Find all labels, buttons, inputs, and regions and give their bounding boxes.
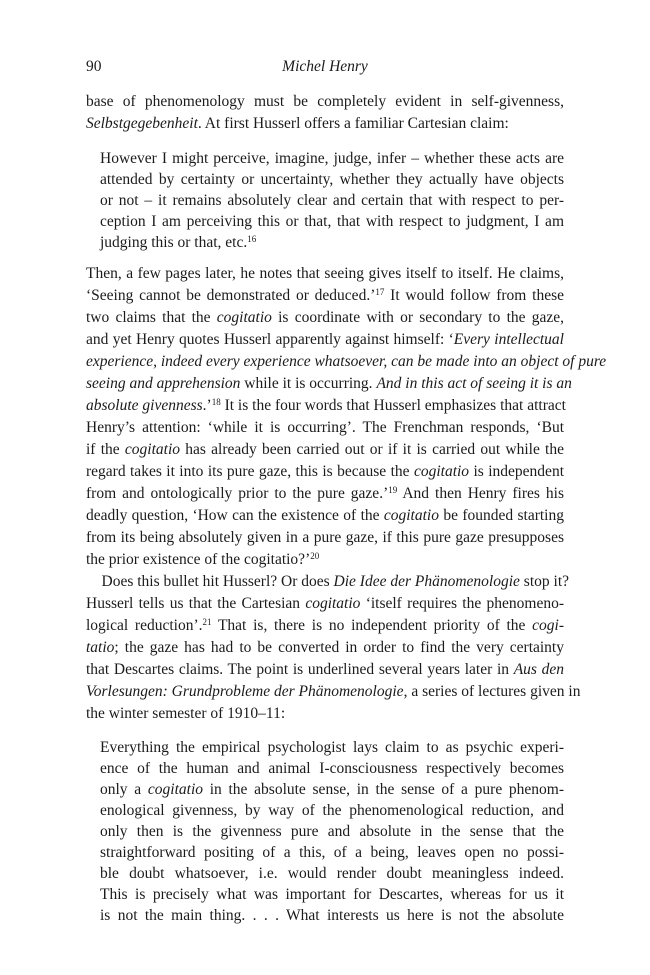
body-text-line: if the cogitatio has already been carried out or if it is carried out while the — [86, 441, 564, 458]
body-text-line: that Descartes claims. The point is underlined several years later in Aus den — [86, 661, 564, 678]
block-quote-line: only a cogitatio in the absolute sense, in the sense of a pure phenom- — [100, 781, 565, 798]
body-text-line: Selbstgegebenheit. At first Husserl offers a familiar Cartesian claim: — [86, 115, 509, 132]
body-text-line: Husserl tells us that the Cartesian cogitatio ‘itself requires the phenomeno- — [86, 595, 564, 612]
body-text-line: Henry’s attention: ‘while it is occurring’. The Frenchman responds, ‘But — [86, 419, 564, 436]
body-text-line: seeing and apprehension while it is occurring. And in this act of seeing it is an — [86, 375, 572, 392]
block-quote-line: enological givenness, by way of the phenomenological reduction, and — [100, 802, 564, 819]
block-quote-line: is not the main thing. . . . What interests us here is not the absolute — [100, 907, 564, 924]
page-number: 90 — [86, 58, 102, 75]
body-text-line: Does this bullet hit Husserl? Or does Die Idee der Phänomenologie stop it? — [86, 573, 570, 590]
block-quote-line: judging this or that, etc.$^{16}$ — [100, 234, 257, 251]
body-text-line: ‘Seeing cannot be demonstrated or deduced.’$^{17}$ It would follow from these — [86, 287, 564, 304]
block-quote-line: ception I am perceiving this or that, that with respect to judgment, I am — [100, 213, 564, 230]
body-text-line: tatio; the gaze has had to be converted in order to find the very certainty — [86, 639, 564, 656]
block-quote-line: attended by certainty or uncertainty, whether they actually have objects — [100, 171, 564, 188]
body-text-line: absolute givenness.’$^{18}$ It is the four words that Husserl emphasizes that attract — [86, 397, 566, 414]
running-head: Michel Henry — [282, 58, 368, 75]
body-text-line: the winter semester of 1910–11: — [86, 705, 286, 722]
block-quote-line: Everything the empirical psychologist lays claim to as psychic experi- — [100, 739, 564, 756]
block-quote-line: However I might perceive, imagine, judge, infer – whether these acts are — [100, 150, 564, 167]
body-text-line: deadly question, ‘How can the existence of the cogitatio be founded starting — [86, 507, 564, 524]
body-text-line: from its being absolutely given in a pure gaze, if this pure gaze presupposes — [86, 529, 564, 546]
block-quote-line: ble doubt whatsoever, i.e. would render doubt meaningless indeed. — [100, 865, 564, 882]
block-quote-line: only then is the givenness pure and absolute in the sense that the — [100, 823, 564, 840]
body-text-line: Vorlesungen: Grundprobleme der Phänomenologie, a series of lectures given in — [86, 683, 581, 700]
body-text-line: base of phenomenology must be completely evident in self-givenness, — [86, 93, 564, 110]
body-text-line: the prior existence of the cogitatio?’$^{20}$ — [86, 551, 320, 568]
block-quote-line: or not – it remains absolutely clear and certain that with respect to per- — [100, 192, 564, 209]
body-text-line: regard takes it into its pure gaze, this is because the cogitatio is independent — [86, 463, 564, 480]
body-text-line: two claims that the cogitatio is coordinate with or secondary to the gaze, — [86, 309, 565, 326]
page-header — [86, 58, 564, 78]
body-text-line: experience, indeed every experience whatsoever, can be made into an object of pure — [86, 353, 607, 370]
body-text-line: logical reduction’.$^{21}$ That is, there is no independent priority of the cogi- — [86, 617, 565, 634]
block-quote-line: ence of the human and animal I-consciousness respectively becomes — [100, 760, 564, 777]
block-quote-line: straightforward positing of a this, of a being, leaves open no possi- — [100, 844, 564, 861]
body-text-line: and yet Henry quotes Husserl apparently against himself: ‘Every intellectual — [86, 331, 564, 348]
block-quote-line: This is precisely what was important for Descartes, whereas for us it — [100, 886, 564, 903]
body-text-line: Then, a few pages later, he notes that seeing gives itself to itself. He claims, — [86, 265, 564, 282]
body-text-line: from and ontologically prior to the pure gaze.’$^{19}$ And then Henry fires his — [86, 485, 565, 502]
